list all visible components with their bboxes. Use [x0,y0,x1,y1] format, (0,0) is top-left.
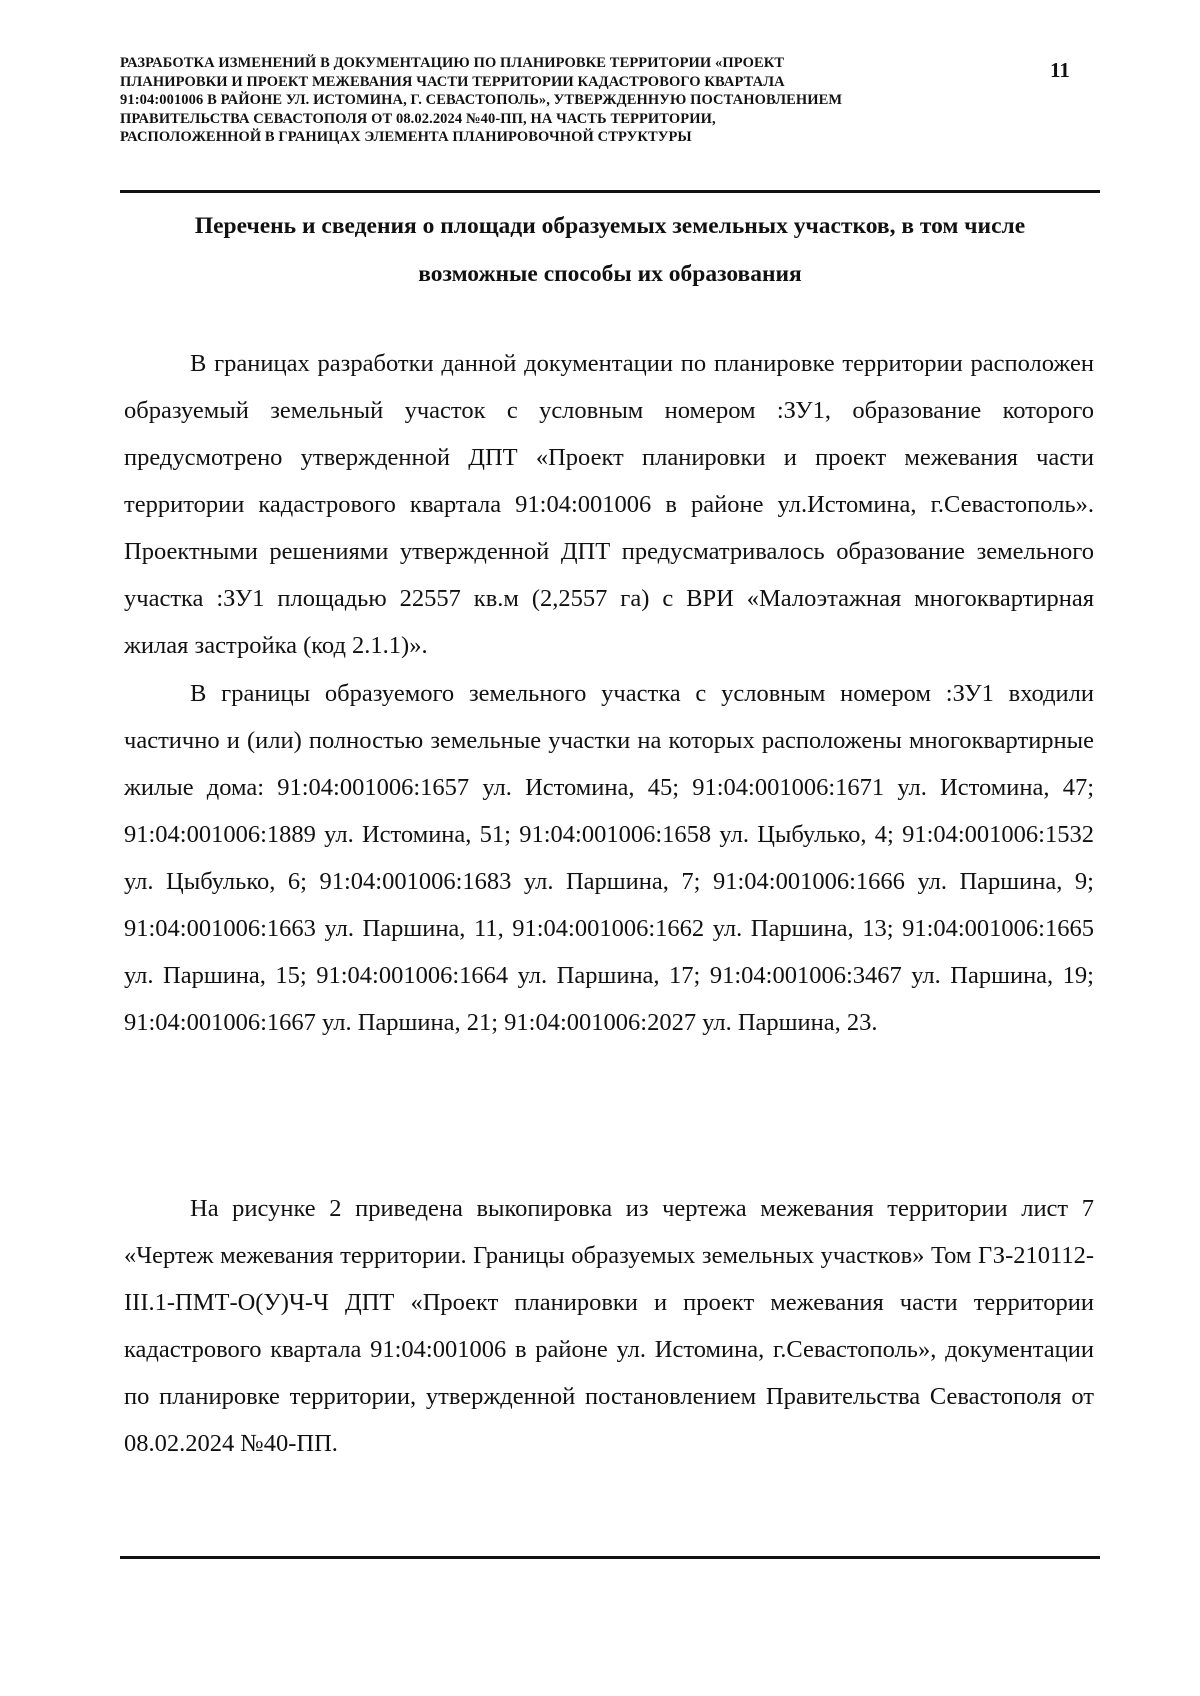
header-line-5: РАСПОЛОЖЕННОЙ В ГРАНИЦАХ ЭЛЕМЕНТА ПЛАНИРОВОЧНОЙ СТРУКТУРЫ [120,129,692,145]
header-line-3: 91:04:001006 В РАЙОНЕ УЛ. ИСТОМИНА, Г. СЕВАСТОПОЛЬ», УТВЕРЖДЕННУЮ ПОСТАНОВЛЕНИЕМ [120,92,843,108]
page-number: 11 [1050,58,1070,82]
header-divider [120,190,1100,193]
section-title [120,202,1100,298]
paragraph-1-text: В границах разработки данной документации по планировке территории расположен образуемый земельный участок с условным номером :ЗУ1, образование которого предусмотрено утвержденной ДПТ «Проект планировки и проект межевания части территории кадастрового квартала 91:04:001006 в районе ул.Истомина, г.Севастополь». Проектными решениями утвержденной ДПТ предусматривалось образование земельного участка :ЗУ1 площадью 22557 кв.м (2,2557 га) с ВРИ «Малоэтажная многоквартирная жилая застройка (код 2.1.1)». [124,350,1094,659]
header-line-2: ПЛАНИРОВКИ И ПРОЕКТ МЕЖЕВАНИЯ ЧАСТИ ТЕРРИТОРИИ КАДАСТРОВОГО КВАРТАЛА [120,73,785,90]
paragraph-1 [124,340,1094,669]
paragraph-3 [124,1185,1094,1467]
footer-divider [120,1556,1100,1559]
section-title-line-2: возможные способы их образования [418,261,802,287]
section-title-line-1: Перечень и сведения о площади образуемых земельных участков, в том числе [194,213,1026,239]
header-line-1: РАЗРАБОТКА ИЗМЕНЕНИЙ В ДОКУМЕНТАЦИЮ ПО ПЛАНИРОВКЕ ТЕРРИТОРИИ «ПРОЕКТ [120,55,785,71]
paragraph-2 [124,670,1094,1046]
header-line-4: ПРАВИТЕЛЬСТВА СЕВАСТОПОЛЯ ОТ 08.02.2024 №40-ПП, НА ЧАСТЬ ТЕРРИТОРИИ, [120,110,716,127]
document-header [120,54,1020,147]
paragraph-2-text: В границы образуемого земельного участка с условным номером :ЗУ1 входили частично и (или) полностью земельные участки на которых расположены многоквартирные жилые дома: 91:04:001006:1657 ул. Истомина, 45; 91:04:001006:1671 ул. Истомина, 47; 91:04:001006:1889 ул. Истомина, 51; 91:04:001006:1658 ул. Цыбулько, 4; 91:04:001006:1532 ул. Цыбулько, 6; 91:04:001006:1683 ул. Паршина, 7; 91:04:001006:1666 ул. Паршина, 9; 91:04:001006:1663 ул. Паршина, 11, 91:04:001006:1662 ул. Паршина, 13; 91:04:001006:1665 ул. Паршина, 15; 91:04:001006:1664 ул. Паршина, 17; 91:04:001006:3467 ул. Паршина, 19; 91:04:001006:1667 ул. Паршина, 21; 91:04:001006:2027 ул. Паршина, 23. [124,680,1094,1036]
paragraph-3-text: На рисунке 2 приведена выкопировка из чертежа межевания территории лист 7 «Чертеж межевания территории. Границы образуемых земельных участков» Том ГЗ-210112-III.1-ПМТ-О(У)Ч-Ч ДПТ «Проект планировки и проект межевания части территории кадастрового квартала 91:04:001006 в районе ул. Истомина, г.Севастополь», документации по планировке территории, утвержденной постановлением Правительства Севастополя от 08.02.2024 №40-ПП. [124,1195,1094,1457]
